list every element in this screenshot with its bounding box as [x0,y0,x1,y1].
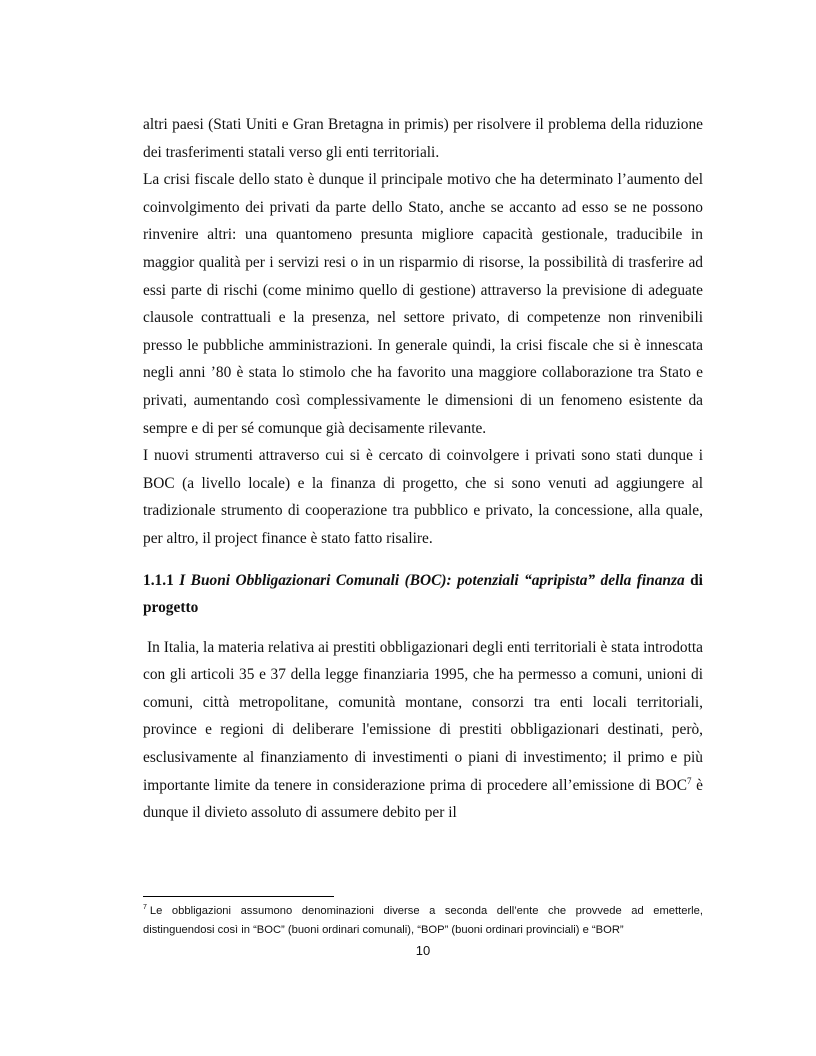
section-number: 1.1.1 [143,571,174,589]
paragraph-boc-intro [143,634,703,827]
section-title-tail: di progetto [143,571,703,617]
section-title: I Buoni Obbligazionari Comunali (BOC): potenziali “apripista” della finanza [179,571,685,589]
section-heading [143,567,703,622]
paragraph-new-instruments: I nuovi strumenti attraverso cui si è cercato di coinvolgere i privati sono stati dunque i BOC (a livello locale) e la finanza di progetto, che si sono venuti ad aggiungere al tradizionale strumento di cooperazione tra pubblico e privato, la concessione, alla quale, per altro, il project finance è stato fatto risalire. [143,447,703,547]
paragraph-intro-continuation: altri paesi (Stati Uniti e Gran Bretagna in primis) per risolvere il problema della riduzione dei trasferimenti statali verso gli enti territoriali. [143,116,703,161]
paragraph-boc-text-end: è dunque il divieto assoluto di assumere debito per il [143,776,703,822]
page-number: 10 [415,943,431,958]
footnote [143,902,703,940]
footnote-text: Le obbligazioni assumono denominazioni diverse a seconda dell’ente che provvede ad emetterle, distinguendosi così in “BOC” (buoni ordinari comunali), “BOP” (buoni ordinari provinciali) e “BOR” [143,905,703,936]
footnote-reference[interactable]: 7 [687,775,692,786]
paragraph-fiscal-crisis: La crisi fiscale dello stato è dunque il principale motivo che ha determinato l’aumento del coinvolgimento dei privati da parte dello Stato, anche se accanto ad esso se ne possono rinvenire altri: una quantomeno presunta migliore capacità gestionale, traducibile in maggior qualità per i servizi resi o in un risparmio di risorse, la possibilità di trasferire ad essi parte di rischi (come minimo quello di gestione) attraverso la previsione di adeguate clausole contrattuali e la presenza, nel settore privato, di competenze non rinvenibili presso le pubbliche amministrazioni. In generale quindi, la crisi fiscale che si è innescata negli anni ’80 è stata lo stimolo che ha favorito una maggiore collaborazione tra Stato e privati, aumentando così complessivamente le dimensioni di un fenomeno esistente da sempre e di per sé comunque già decisamente rilevante. [143,171,703,437]
body-text [143,111,703,827]
footnote-separator [143,896,334,897]
footnote-marker: 7 [143,904,147,911]
paragraph-boc-text: In Italia, la materia relativa ai prestiti obbligazionari degli enti territoriali è stata introdotta con gli articoli 35 e 37 della legge finanziaria 1995, che ha permesso a comuni, unioni di comuni, città metropolitane, comunità montane, consorzi tra enti locali territoriali, province e regioni di deliberare l'emissione di prestiti obbligazionari destinati, però, esclusivamente al finanziamento di investimenti o piani di investimento; il primo e più importante limite da tenere in considerazione prima di procedere all’emissione di BOC [143,638,703,794]
